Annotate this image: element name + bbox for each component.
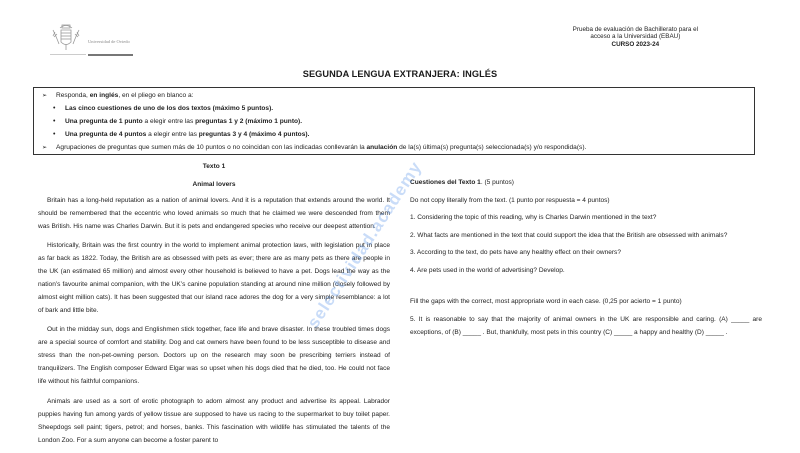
questions-column bbox=[410, 176, 762, 343]
page-title: SEGUNDA LENGUA EXTRANJERA: INGLÉS bbox=[302, 69, 498, 79]
exam-info bbox=[573, 26, 698, 48]
reading-text-column bbox=[38, 160, 390, 453]
bullet-icon: • bbox=[53, 118, 56, 125]
bullet-icon: • bbox=[53, 105, 56, 112]
question-item: 3. According to the text, do pets have any healthy effect on their owners? bbox=[410, 249, 621, 256]
question-item-gap-fill: 5. It is reasonable to say that the majority of animal owners in the UK are responsible and caring. (A) _____ are exceptions, of (B) _____ . But, thankfully, most pets in this country (C) _____ a happy and healthy (D) _____ . bbox=[410, 315, 762, 336]
text-title: Animal lovers bbox=[192, 181, 236, 188]
university-logo bbox=[50, 22, 145, 52]
instruction-bullet: • Una pregunta de 1 punto a elegir entre las preguntas 1 y 2 (máximo 1 punto). bbox=[53, 118, 303, 125]
spacer bbox=[410, 281, 762, 295]
arrow-bullet-icon: ➢ bbox=[42, 145, 48, 151]
text-label: Texto 1 bbox=[202, 163, 226, 170]
questions-instruction: Do not copy literally from the text. (1 punto por respuesta = 4 puntos) bbox=[410, 196, 610, 204]
questions-heading: Cuestiones del Texto 1. (5 puntos) bbox=[410, 179, 514, 186]
instruction-line: ➢ Agrupaciones de preguntas que sumen más de 10 puntos o no coincidan con las indicadas conllevarán la anulación de la(s) última(s) pregunta(s) seleccionada(s) y/o respondida(s). bbox=[42, 144, 587, 151]
exam-info-line: Prueba de evaluación de Bachillerato para el bbox=[572, 26, 698, 33]
exam-year: CURSO 2023-24 bbox=[611, 40, 660, 48]
instructions-box bbox=[33, 87, 755, 155]
bullet-icon: • bbox=[53, 131, 56, 138]
exam-info-line: acceso a la Universidad (EBAU) bbox=[590, 33, 681, 41]
question-item: 2. What facts are mentioned in the text that could support the idea that the British are obsessed with animals? bbox=[410, 231, 728, 239]
reading-paragraph: Britain has a long-held reputation as a nation of animal lovers. And it is a reputation that extends around the world. It should be remembered that the eccentric who loved animals so much that he claimed we were descended from them was British. His name was Charles Darwin. But it is pets and endangered species who receive our deepest attention. bbox=[38, 197, 390, 230]
reading-paragraph: Out in the midday sun, dogs and Englishmen stick together, face life and brave disaster. In these troubled times dogs are a special source of comfort and stability. Dog and cat owners have been found to be less susceptible to disease and stress than the non-pet-owning person. Doctors up on the research may soon be prescribing terriers instead of tranquilizers. The English composer Edward Elgar was so upset when his dogs died that he died, too. He could not face life without his faithful companions. bbox=[38, 326, 390, 386]
instruction-bullet: • Las cinco cuestiones de uno de los dos textos (máximo 5 puntos). bbox=[53, 105, 274, 112]
header-rule bbox=[88, 54, 133, 56]
instruction-line: ➢ Responda, en inglés, en el pliego en blanco a: bbox=[42, 92, 194, 99]
question-item: 1. Considering the topic of this reading, why is Charles Darwin mentioned in the text? bbox=[410, 214, 657, 221]
watermark: selectividad.academy bbox=[303, 157, 426, 332]
university-crest-icon bbox=[50, 22, 82, 52]
header-rule bbox=[50, 54, 86, 55]
reading-paragraph: Historically, Britain was the first country in the world to implement animal protection laws, with legislation put in place as far back as 1822. Today, the British are as obsessed with pets as ever; there are as many pets as there are people in the UK (an estimated 65 million) and almost every other household is believed to have a pet. Dogs lead the way as the nation’s favourite animal companion, with the UK’s canine population standing at around nine million (closely followed by almost eight million cats). It has been suggested that our island race adores the dog for a very simple resemblance: a lot of bark and little bite. bbox=[38, 242, 390, 315]
instruction-bullet: • Una pregunta de 4 puntos a elegir entre las preguntas 3 y 4 (máximo 4 puntos). bbox=[53, 131, 310, 138]
university-name: Universidad de Oviedo bbox=[88, 39, 130, 44]
arrow-bullet-icon: ➢ bbox=[42, 93, 48, 99]
fill-gaps-instruction: Fill the gaps with the correct, most appropriate word in each case. (0,25 por acierto = 1 punto) bbox=[410, 298, 682, 305]
reading-paragraph: Animals are used as a sort of erotic photograph to adorn almost any product and advertise its appeal. Labrador puppies having fun among yards of yellow tissue are supposed to have us racing to the supermarket to buy toilet paper. Sheepdogs sell paint; tigers, petrol; and horses, banks. This fascination with wildlife has stimulated the talents of the London Zoo. For a sum anyone can become a foster parent to bbox=[38, 397, 390, 444]
question-item: 4. Are pets used in the world of advertising? Develop. bbox=[410, 266, 565, 274]
